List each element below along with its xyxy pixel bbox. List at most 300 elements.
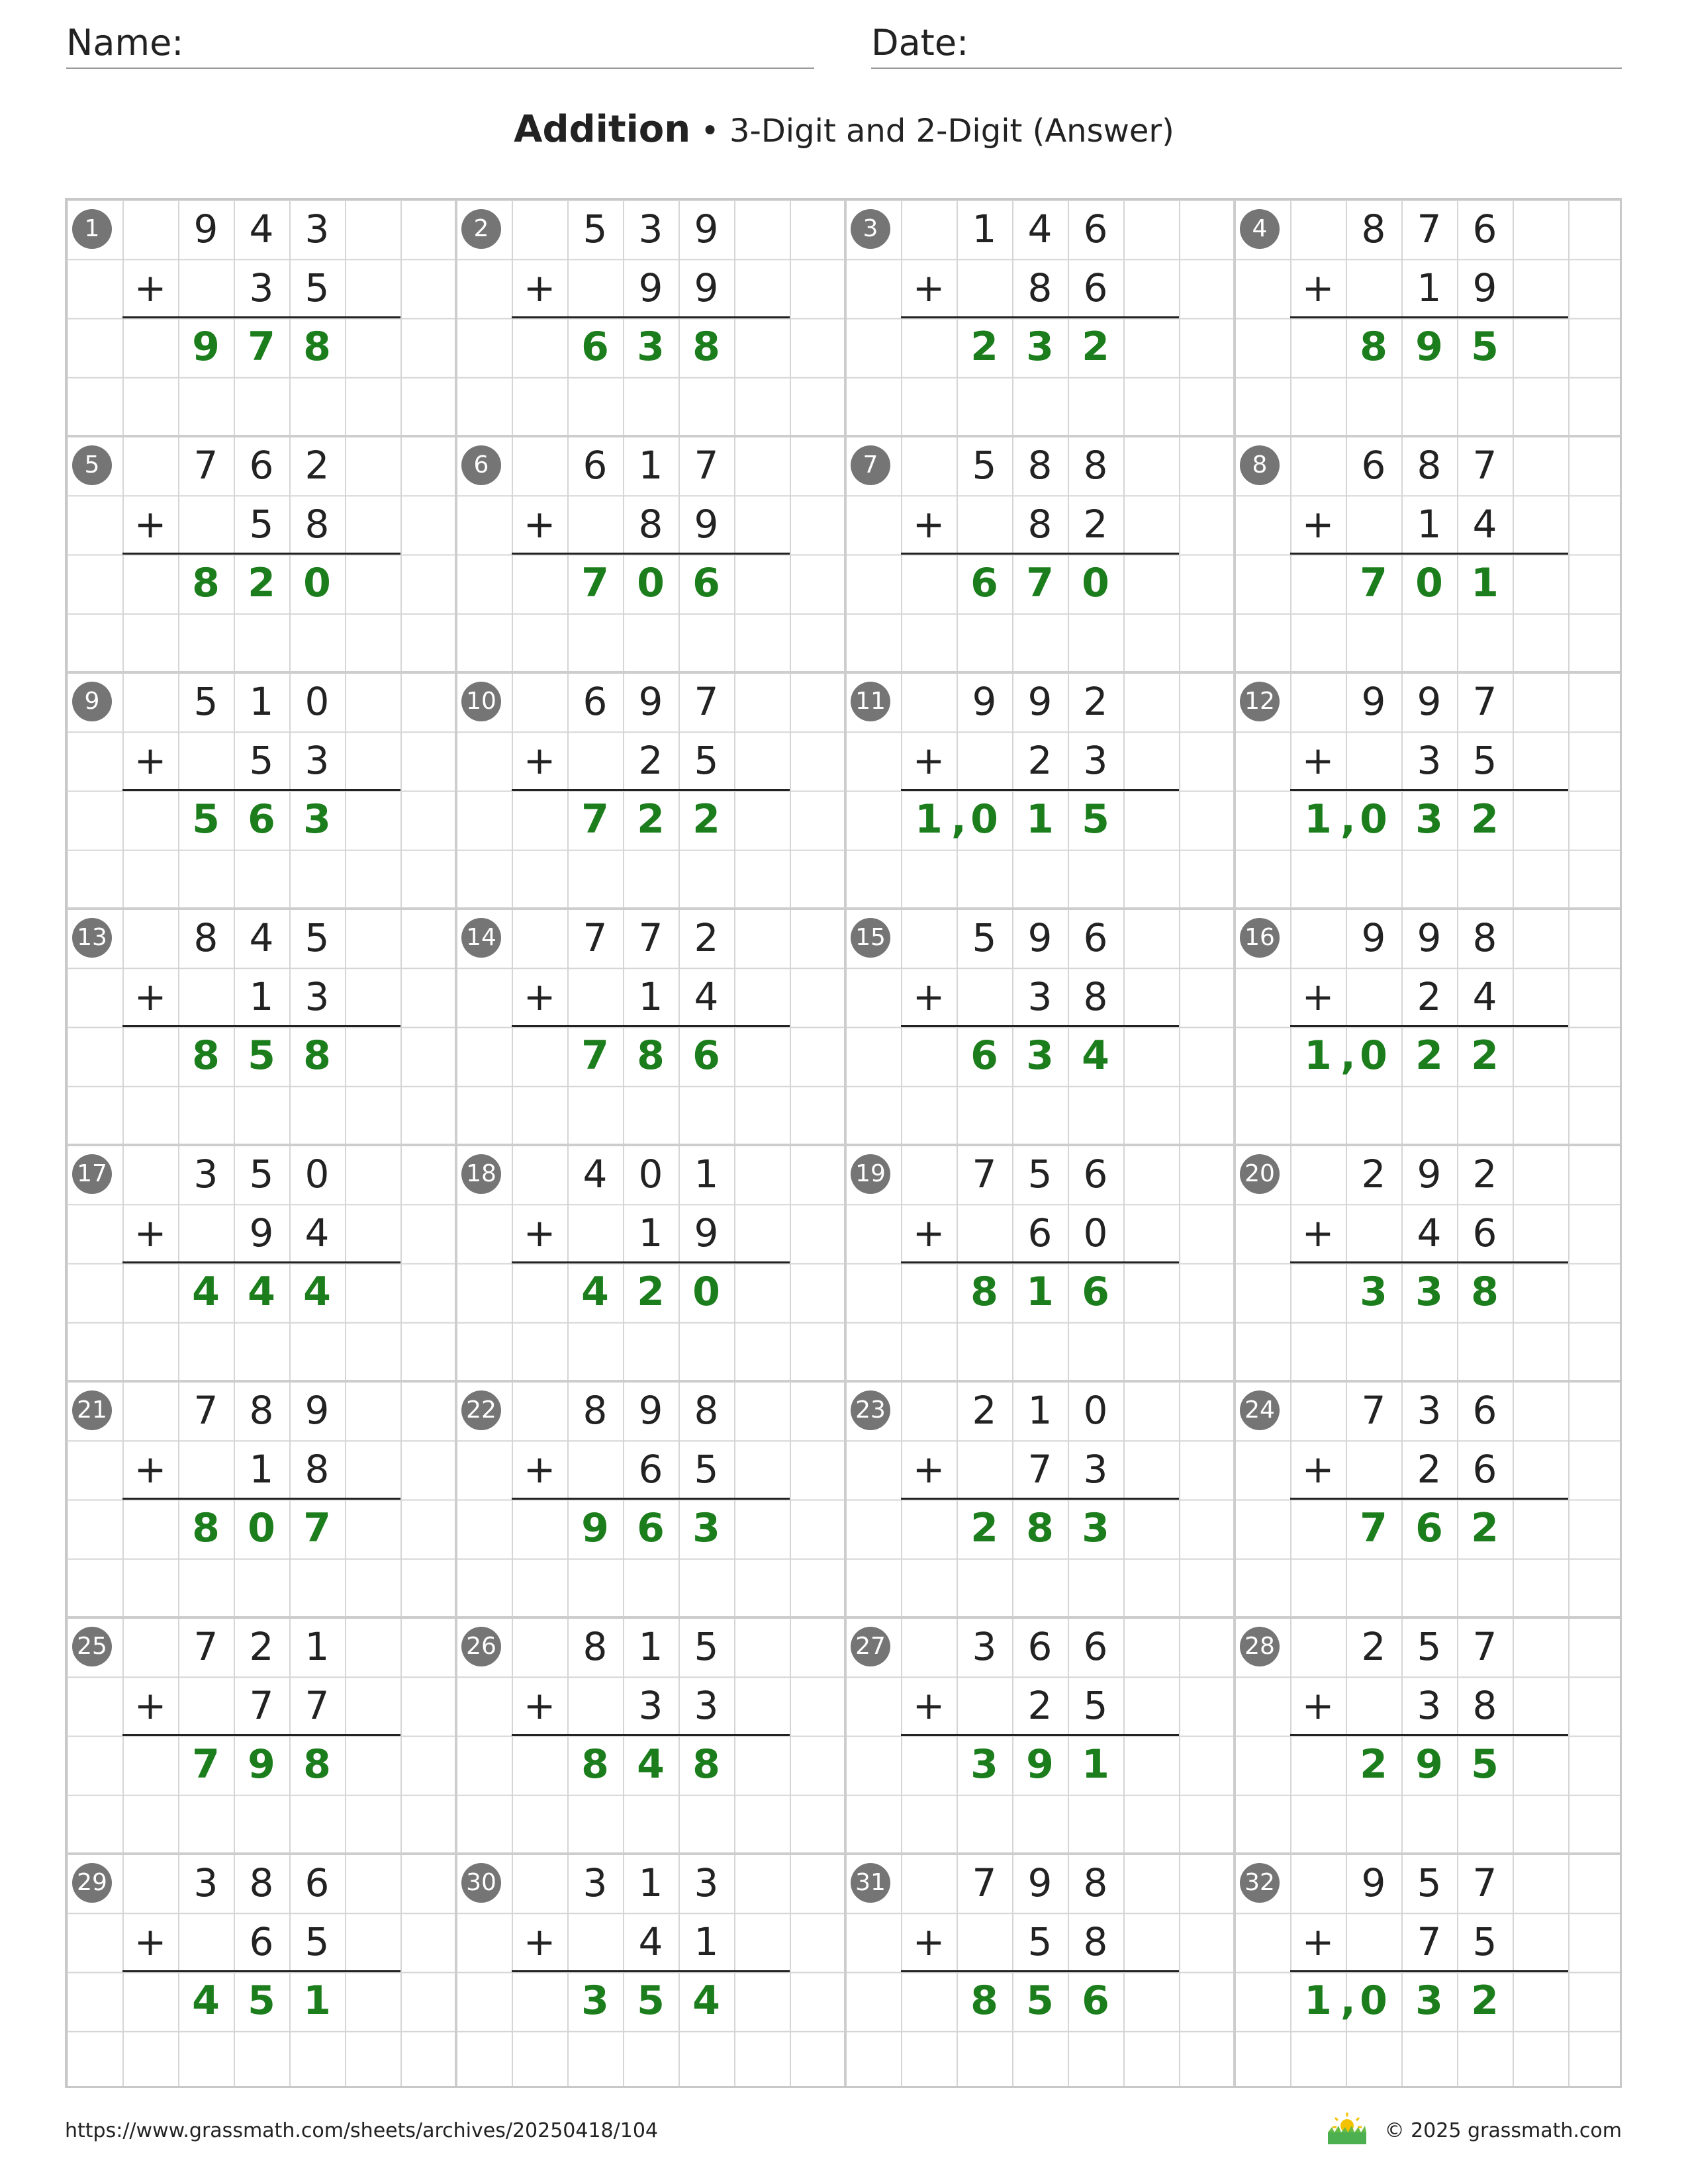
top-digit: 7 [1472,1624,1497,1669]
answer-digit: 3 [1026,324,1054,370]
top-digit: 9 [1417,915,1442,960]
plus-sign: + [1301,1919,1335,1964]
answer-digit: 6 [1415,1505,1443,1551]
answer [456,1026,790,1085]
bottom-digit: 5 [694,1447,719,1492]
bottom-digit: 6 [249,1919,274,1964]
bottom-digit: 3 [694,1683,719,1728]
answer-digit: 8 [692,324,720,370]
plus-sign: + [134,502,167,547]
answer-digit: 8 [692,1741,720,1788]
answer-digit: 1 [1082,1741,1109,1788]
bottom-digit: 2 [1027,1683,1053,1728]
top-digit: 9 [972,679,997,724]
problem-block [456,1145,845,1381]
answer-digit: 5 [1471,324,1499,370]
name-line[interactable] [66,68,814,69]
answer [67,1735,400,1794]
bottom-digit: 8 [1027,265,1053,310]
answer-digit: 3 [970,1741,998,1788]
top-digit: 4 [1027,206,1053,251]
problem-block [67,672,456,909]
bottom-digit: 8 [305,1447,330,1492]
top-digit: 8 [1083,443,1108,488]
answer-digit: 4 [1082,1032,1109,1079]
top-digit: 5 [1417,1860,1442,1905]
top-digit: 7 [694,443,719,488]
answer [456,1972,790,2030]
plus-sign: + [523,1210,556,1255]
answer-digit: 7 [1360,1505,1387,1551]
answer-digit: 3 [1360,1269,1387,1315]
plus-sign: + [912,1447,945,1492]
answer [1235,1972,1568,2030]
top-digit: 7 [1417,206,1442,251]
answer-digit: 9 [1415,1741,1443,1788]
problem-block [845,200,1235,436]
answer [67,1972,400,2030]
bottom-digit: 6 [1083,265,1108,310]
bottom-digit: 4 [694,974,719,1019]
plus-sign: + [134,1447,167,1492]
date-line[interactable] [871,68,1622,69]
problem-block [67,1381,456,1617]
answer [1235,790,1568,849]
bottom-digit: 8 [1027,502,1053,547]
footer-copyright: © 2025 grassmath.com [1384,2119,1622,2142]
top-digit: 6 [583,443,608,488]
answer-digit: 5 [248,1032,275,1079]
plus-sign: + [1301,1210,1335,1255]
problem-block [456,1854,845,2090]
answer-digit: 8 [581,1741,609,1788]
top-digit: 8 [1083,1860,1108,1905]
problem-number-badge: 22 [461,1390,501,1430]
problem-number-badge: 18 [461,1154,501,1194]
answer-digit: 1 [1304,1032,1332,1079]
answer [845,1499,1179,1558]
answer-digit: 8 [303,324,331,370]
plus-sign: + [1301,974,1335,1019]
answer-digit: 2 [1471,1032,1499,1079]
answer-digit: 2 [1415,1032,1443,1079]
bottom-digit: 1 [1417,502,1442,547]
answer-digit: 0 [1082,560,1109,606]
problem-number-badge: 16 [1240,918,1280,958]
answer-digit: 0 [1360,796,1387,842]
answer-digit: 3 [692,1505,720,1551]
answer-digit: 8 [637,1032,665,1079]
bottom-digit: 3 [305,974,330,1019]
top-digit: 6 [1361,443,1386,488]
bottom-digit: 1 [638,974,663,1019]
top-digit: 8 [1417,443,1442,488]
top-digit: 8 [583,1388,608,1433]
answer-digit: 7 [248,324,275,370]
problem-number-badge: 1 [72,209,112,249]
problem-number-badge: 15 [851,918,890,958]
bottom-digit: 8 [1083,1919,1108,1964]
top-digit: 9 [638,679,663,724]
bottom-digit: 4 [1417,1210,1442,1255]
answer-digit: 3 [1415,1978,1443,2024]
answer-digit: 6 [248,796,275,842]
problem-grid [65,198,1622,2088]
top-digit: 9 [305,1388,330,1433]
plus-sign: + [523,1447,556,1492]
footer-url: https://www.grassmath.com/sheets/archives/20250418/104 [65,2119,659,2142]
top-digit: 1 [638,1860,663,1905]
answer-digit: 3 [1026,1032,1054,1079]
problem-number-badge: 14 [461,918,501,958]
top-digit: 1 [638,1624,663,1669]
problem-block [456,672,845,909]
problem-number-badge: 19 [851,1154,890,1194]
plus-sign: + [134,974,167,1019]
answer-digit: 6 [1082,1978,1109,2024]
bottom-digit: 8 [638,502,663,547]
top-digit: 4 [249,915,274,960]
problem-number-badge: 3 [851,209,890,249]
date-label: Date: [871,22,969,64]
answer-digit: 9 [192,324,220,370]
bottom-digit: 2 [1083,502,1108,547]
bottom-digit: 1 [1417,265,1442,310]
answer [1235,1499,1568,1558]
answer [1235,1735,1568,1794]
top-digit: 4 [583,1152,608,1197]
problem-number-badge: 2 [461,209,501,249]
problem-block [845,1854,1235,2090]
top-digit: 9 [1027,915,1053,960]
bottom-digit: 0 [1083,1210,1108,1255]
problem-block [67,1617,456,1854]
problem-block [67,909,456,1145]
plus-sign: + [912,1919,945,1964]
top-digit: 2 [1361,1152,1386,1197]
top-digit: 2 [249,1624,274,1669]
answer-digit: 3 [303,796,331,842]
top-digit: 5 [694,1624,719,1669]
answer-digit: 7 [581,796,609,842]
answer-digit: 8 [192,560,220,606]
top-digit: 5 [972,443,997,488]
answer-digit: , [951,796,966,842]
top-digit: 9 [1417,679,1442,724]
plus-sign: + [523,265,556,310]
problem-block [1235,200,1624,436]
bottom-digit: 4 [305,1210,330,1255]
problem-number-badge: 5 [72,445,112,485]
problem-number-badge: 23 [851,1390,890,1430]
problem-number-badge: 26 [461,1627,501,1666]
answer-digit: 3 [1082,1505,1109,1551]
answer-digit: 7 [1026,560,1054,606]
bottom-digit: 9 [638,265,663,310]
answer-digit: 0 [303,560,331,606]
answer-digit: 6 [692,560,720,606]
top-digit: 1 [638,443,663,488]
bottom-digit: 7 [249,1683,274,1728]
problem-number-badge: 12 [1240,682,1280,721]
answer-digit: 1 [1304,1978,1332,2024]
plus-sign: + [134,1210,167,1255]
top-digit: 6 [1083,915,1108,960]
bottom-digit: 7 [1417,1919,1442,1964]
bottom-digit: 9 [694,502,719,547]
answer [456,1263,790,1322]
bottom-digit: 8 [1083,974,1108,1019]
bottom-digit: 8 [305,502,330,547]
answer-digit: 8 [1026,1505,1054,1551]
answer-digit: 7 [581,560,609,606]
bottom-digit: 2 [638,738,663,783]
answer-digit: 0 [637,560,665,606]
bottom-digit: 8 [1472,1683,1497,1728]
bottom-digit: 7 [1027,1447,1053,1492]
bottom-digit: 5 [249,502,274,547]
problem-block [1235,1145,1624,1381]
top-digit: 6 [249,443,274,488]
answer-digit: 9 [581,1505,609,1551]
answer-digit: 2 [970,1505,998,1551]
problem-block [845,1617,1235,1854]
top-digit: 9 [1361,1860,1386,1905]
top-digit: 6 [583,679,608,724]
answer [67,790,400,849]
answer-digit: 1 [1471,560,1499,606]
problem-block [1235,909,1624,1145]
answer [845,1263,1179,1322]
bottom-digit: 2 [1417,1447,1442,1492]
answer [456,554,790,613]
problem-number-badge: 30 [461,1863,501,1903]
answer-digit: 8 [1471,1269,1499,1315]
plus-sign: + [134,1919,167,1964]
top-digit: 5 [1417,1624,1442,1669]
problem-block [67,1145,456,1381]
bottom-digit: 9 [694,1210,719,1255]
answer-digit: 6 [692,1032,720,1079]
problem-number-badge: 6 [461,445,501,485]
plus-sign: + [1301,738,1335,783]
answer-digit: , [1340,1032,1356,1079]
answer-digit: 7 [303,1505,331,1551]
top-digit: 7 [1472,1860,1497,1905]
answer-digit: 4 [192,1269,220,1315]
name-label: Name: [66,22,184,64]
plus-sign: + [912,738,945,783]
top-digit: 7 [193,1624,218,1669]
plus-sign: + [1301,1447,1335,1492]
answer [67,1026,400,1085]
bottom-digit: 2 [1417,974,1442,1019]
top-digit: 7 [1472,443,1497,488]
top-digit: 3 [638,206,663,251]
problem-block [456,1617,845,1854]
bottom-digit: 5 [1027,1919,1053,1964]
problem-block [67,436,456,672]
top-digit: 8 [1027,443,1053,488]
answer-digit: 3 [637,324,665,370]
answer-digit: 2 [1471,1978,1499,2024]
plus-sign: + [523,738,556,783]
problem-block [1235,672,1624,909]
plus-sign: + [912,502,945,547]
plus-sign: + [1301,502,1335,547]
top-digit: 2 [972,1388,997,1433]
answer [845,1972,1179,2030]
top-digit: 7 [972,1860,997,1905]
bottom-digit: 7 [305,1683,330,1728]
problem-block [845,672,1235,909]
bottom-digit: 1 [249,1447,274,1492]
problem-block [1235,1381,1624,1617]
problem-number-badge: 17 [72,1154,112,1194]
top-digit: 0 [305,1152,330,1197]
answer-digit: 2 [692,796,720,842]
top-digit: 7 [1472,679,1497,724]
problem-number-badge: 4 [1240,209,1280,249]
problem-number-badge: 8 [1240,445,1280,485]
top-digit: 1 [305,1624,330,1669]
answer [1235,554,1568,613]
answer [67,554,400,613]
answer-digit: 4 [192,1978,220,2024]
plus-sign: + [523,1683,556,1728]
top-digit: 6 [1472,206,1497,251]
problem-number-badge: 27 [851,1627,890,1666]
answer-digit: 3 [1415,1269,1443,1315]
answer-digit: 5 [1082,796,1109,842]
answer [456,790,790,849]
answer-digit: 8 [192,1505,220,1551]
top-digit: 5 [193,679,218,724]
worksheet-title [0,106,1688,155]
top-digit: 7 [1361,1388,1386,1433]
top-digit: 3 [1417,1388,1442,1433]
answer-digit: 2 [1082,324,1109,370]
bottom-digit: 5 [305,1919,330,1964]
problem-block [67,1854,456,2090]
problem-number-badge: 28 [1240,1627,1280,1666]
problem-number-badge: 7 [851,445,890,485]
top-digit: 5 [583,206,608,251]
answer-digit: 8 [303,1032,331,1079]
answer-digit: 8 [1360,324,1387,370]
answer [456,1499,790,1558]
answer-digit: 1 [1026,1269,1054,1315]
answer-digit: 4 [581,1269,609,1315]
answer-digit: 1 [915,796,943,842]
answer-digit: 2 [1471,1505,1499,1551]
top-digit: 7 [638,915,663,960]
top-digit: 7 [972,1152,997,1197]
top-digit: 3 [305,206,330,251]
answer-digit: 9 [1026,1741,1054,1788]
bottom-digit: 5 [1472,738,1497,783]
problem-number-badge: 21 [72,1390,112,1430]
answer [456,1735,790,1794]
top-digit: 5 [305,915,330,960]
bottom-digit: 3 [1417,1683,1442,1728]
answer-digit: 0 [1415,560,1443,606]
top-digit: 9 [193,206,218,251]
top-digit: 4 [249,206,274,251]
bottom-digit: 4 [1472,974,1497,1019]
answer-digit: , [1340,1978,1356,2024]
problem-number-badge: 29 [72,1863,112,1903]
answer [845,554,1179,613]
bottom-digit: 6 [638,1447,663,1492]
top-digit: 9 [1027,679,1053,724]
bottom-digit: 5 [1083,1683,1108,1728]
top-digit: 0 [1083,1388,1108,1433]
bottom-digit: 3 [638,1683,663,1728]
top-digit: 2 [1083,679,1108,724]
bottom-digit: 4 [1472,502,1497,547]
bottom-digit: 6 [1472,1210,1497,1255]
answer-digit: 0 [692,1269,720,1315]
problem-block [845,1145,1235,1381]
answer-digit: 6 [970,1032,998,1079]
problem-block [67,200,456,436]
answer [456,318,790,377]
top-digit: 5 [972,915,997,960]
top-digit: 3 [193,1152,218,1197]
problem-number-badge: 32 [1240,1863,1280,1903]
plus-sign: + [134,1683,167,1728]
top-digit: 6 [1083,206,1108,251]
top-digit: 9 [1361,679,1386,724]
top-digit: 2 [305,443,330,488]
answer-digit: 6 [1082,1269,1109,1315]
top-digit: 6 [1472,1388,1497,1433]
bottom-digit: 9 [249,1210,274,1255]
answer-digit: 9 [1415,324,1443,370]
top-digit: 5 [249,1152,274,1197]
problem-block [1235,436,1624,672]
problem-number-badge: 31 [851,1863,890,1903]
answer-digit: 1 [303,1978,331,2024]
top-digit: 8 [249,1860,274,1905]
top-digit: 1 [694,1152,719,1197]
bottom-digit: 5 [305,265,330,310]
answer-digit: 5 [637,1978,665,2024]
plus-sign: + [523,502,556,547]
answer [1235,1263,1568,1322]
answer-digit: 7 [1360,560,1387,606]
bottom-digit: 6 [1027,1210,1053,1255]
top-digit: 8 [1472,915,1497,960]
plus-sign: + [1301,1683,1335,1728]
top-digit: 7 [193,1388,218,1433]
bottom-digit: 5 [1472,1919,1497,1964]
top-digit: 8 [583,1624,608,1669]
bottom-digit: 3 [1027,974,1053,1019]
answer-digit: 6 [581,324,609,370]
answer-digit: 5 [192,796,220,842]
grass-sun-logo-icon [1324,2111,1370,2146]
top-digit: 0 [305,679,330,724]
answer-digit: 2 [637,1269,665,1315]
problem-number-badge: 9 [72,682,112,721]
bottom-digit: 1 [694,1919,719,1964]
answer [67,318,400,377]
plus-sign: + [523,974,556,1019]
top-digit: 6 [305,1860,330,1905]
top-digit: 8 [193,915,218,960]
